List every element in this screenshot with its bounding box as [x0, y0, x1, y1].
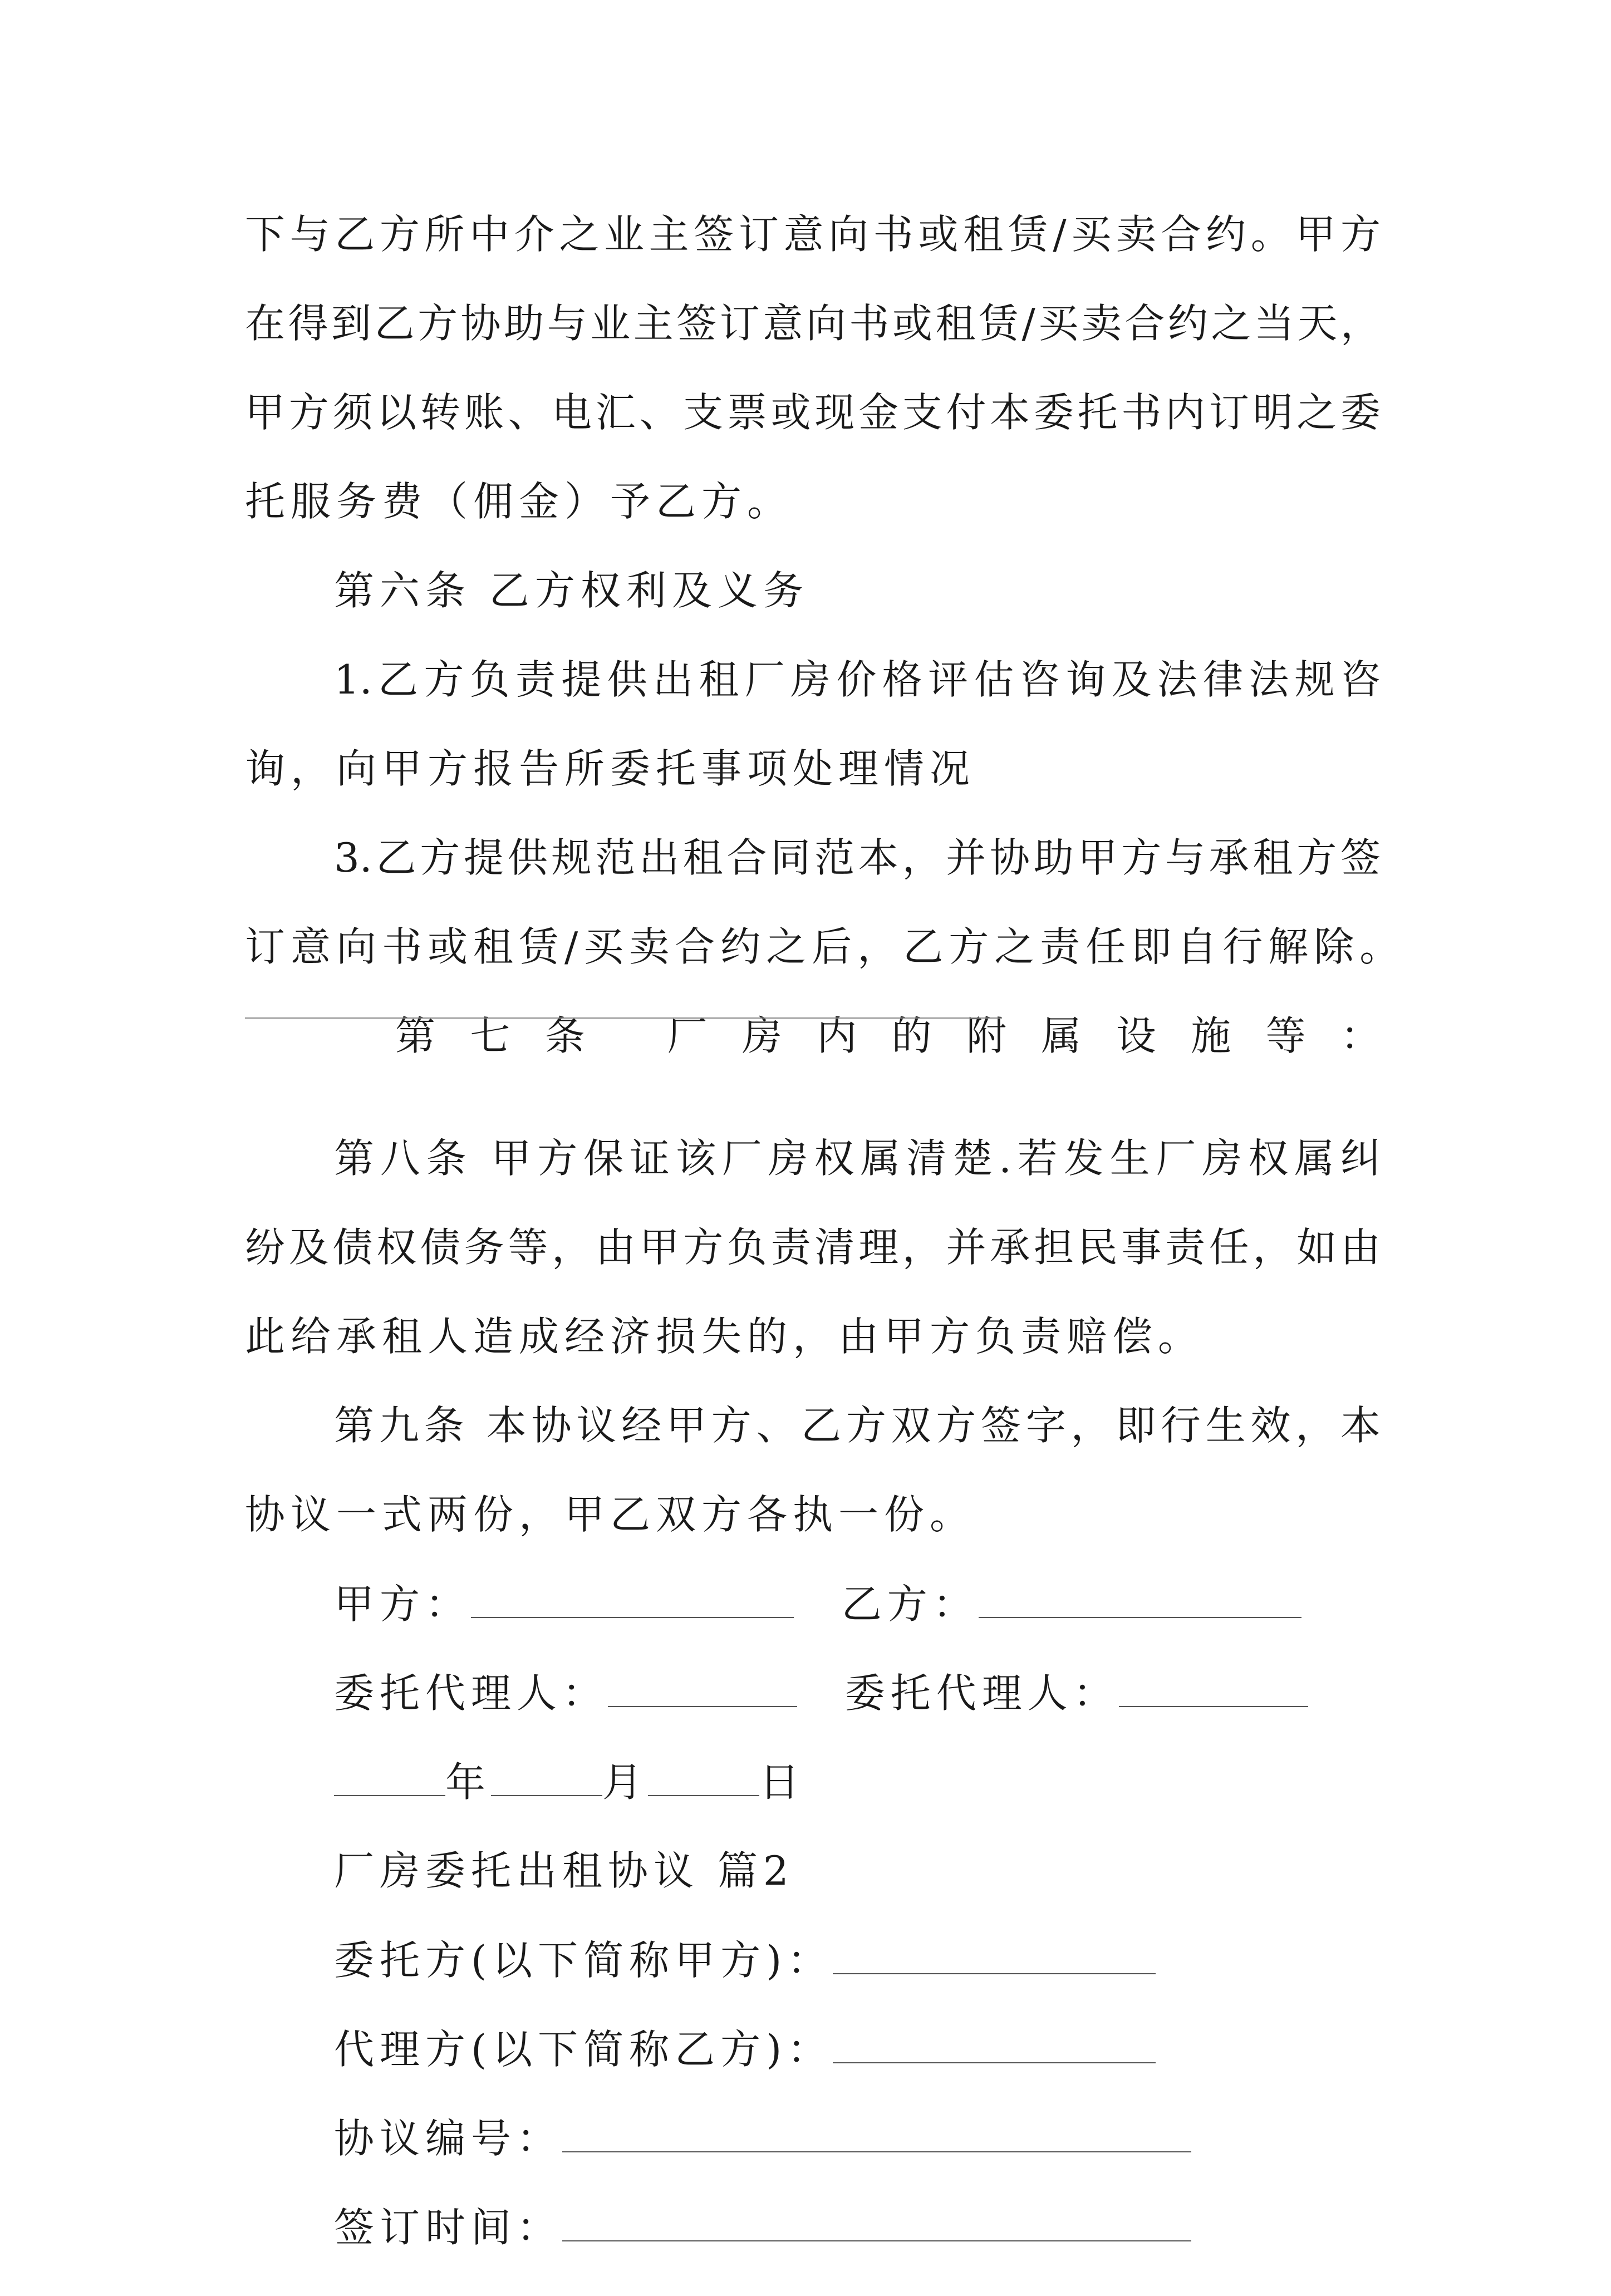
signing-date-row [245, 2204, 1381, 2251]
agent-b-label: 委托代理人： [844, 1670, 1119, 1717]
party-a-blank[interactable] [471, 1584, 794, 1618]
paragraph-line: 订意向书或租赁/买卖合约之后，乙方之责任即自行解除。 [245, 923, 1406, 970]
article-7: 第七条 厂房内的附属设施等： [395, 1012, 1381, 1059]
paragraph-line: 1.乙方负责提供出租厂房价格评估咨询及法律法规咨 [334, 656, 1381, 703]
agent-a-blank[interactable] [608, 1673, 797, 1707]
paragraph-line: 询，向甲方报告所委托事项处理情况 [245, 745, 976, 792]
party-signature-row [245, 1581, 1381, 1628]
paragraph-line: 托服务费（佣金）予乙方。 [245, 478, 793, 525]
agent-signature-row [245, 1670, 1381, 1717]
article-7-blank-line[interactable] [245, 1017, 1002, 1019]
day-blank[interactable] [648, 1762, 759, 1796]
party-a-label: 甲方： [334, 1581, 471, 1628]
agent-label: 代理方(以下简称乙方)： [334, 2026, 833, 2073]
paragraph-line: 3.乙方提供规范出租合同范本，并协助甲方与承租方签 [334, 834, 1381, 881]
paragraph-line: 纷及债权债务等，由甲方负责清理，并承担民事责任，如由 [245, 1224, 1381, 1271]
year-blank[interactable] [334, 1762, 445, 1796]
year-label: 年 [445, 1759, 492, 1806]
agreement-number-label: 协议编号： [334, 2115, 563, 2162]
signing-date-blank[interactable] [562, 2207, 1191, 2241]
paragraph-line: 此给承租人造成经济损失的，由甲方负责赔偿。 [245, 1313, 1204, 1360]
document-page [245, 211, 1406, 2296]
month-blank[interactable] [491, 1762, 602, 1796]
month-label: 月 [602, 1759, 649, 1806]
agent-row [245, 2026, 1381, 2073]
party-b-label: 乙方： [841, 1581, 979, 1628]
client-label: 委托方(以下简称甲方)： [334, 1937, 833, 1984]
article-6-title: 第六条 乙方权利及义务 [334, 567, 809, 614]
day-label: 日 [759, 1759, 806, 1806]
paragraph-line: 第八条 甲方保证该厂房权属清楚.若发生厂房权属纠 [334, 1135, 1381, 1182]
agreement-number-row [245, 2115, 1381, 2162]
paragraph-line: 下与乙方所中介之业主签订意向书或租赁/买卖合约。甲方 [245, 211, 1381, 258]
section-2-title: 厂房委托出租协议 篇2 [334, 1847, 794, 1894]
paragraph-line: 第九条 本协议经甲方、乙方双方签字，即行生效，本 [334, 1402, 1381, 1449]
party-b-blank[interactable] [979, 1584, 1301, 1618]
agent-blank[interactable] [833, 2029, 1156, 2063]
agent-a-label: 委托代理人： [334, 1670, 608, 1717]
agreement-number-blank[interactable] [562, 2118, 1191, 2152]
paragraph-line: 甲方须以转账、电汇、支票或现金支付本委托书内订明之委 [245, 389, 1381, 436]
agent-b-blank[interactable] [1119, 1673, 1308, 1707]
client-blank[interactable] [833, 1940, 1156, 1974]
paragraph-line: 在得到乙方协助与业主签订意向书或租赁/买卖合约之当天， [245, 300, 1381, 347]
paragraph-line: 协议一式两份，甲乙双方各执一份。 [245, 1491, 976, 1538]
signing-date-label: 签订时间： [334, 2204, 563, 2251]
client-row [245, 1937, 1381, 1984]
date-row [245, 1759, 1381, 1806]
